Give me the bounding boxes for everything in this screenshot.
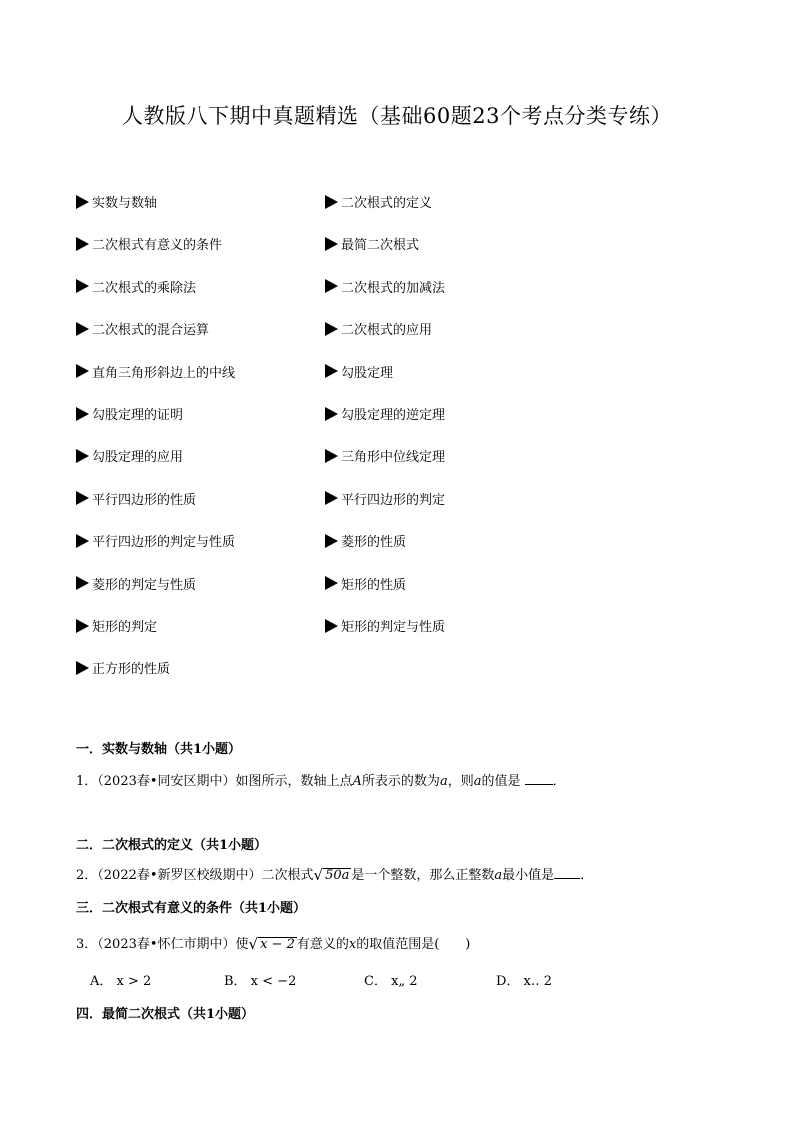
q1-text-end: ． (552, 774, 566, 789)
q2-var-a: a (494, 868, 503, 883)
q3-option-a[interactable]: A． x > 2 (90, 974, 152, 989)
arrow-bullet-icon (76, 237, 89, 251)
arrow-bullet-icon (325, 491, 338, 505)
topic-label: 勾股定理的逆定理 (341, 408, 446, 423)
topic-label: 平行四边形的判定与性质 (92, 535, 236, 551)
arrow-bullet-icon (325, 322, 338, 336)
arrow-bullet-icon (76, 195, 89, 209)
q2-text-suffix: 最小值是 (502, 868, 555, 883)
right-topic-2 (325, 234, 419, 253)
arrow-bullet-icon (76, 364, 89, 378)
q2-text-mid: 是一个整数，那么正整数 (351, 868, 495, 883)
topic-label: 二次根式有意义的条件 (92, 238, 223, 254)
q3-option-c[interactable]: C． x„ 2 (364, 974, 418, 989)
left-topic-4 (76, 319, 209, 338)
q1-answer-blank[interactable] (525, 772, 553, 785)
right-topic-11 (325, 616, 445, 635)
q1-text-mid: 所表示的数为 (361, 774, 440, 789)
q3-text-prefix: 3．（2023春•怀仁市期中）使 (76, 937, 249, 952)
arrow-bullet-icon (76, 279, 89, 293)
topic-label: 菱形的性质 (341, 535, 407, 551)
left-topic-11 (76, 616, 157, 635)
document-title: 人教版八下期中真题精选（基础60题23个考点分类专练） (122, 104, 672, 128)
topic-label: 直角三角形斜边上的中线 (92, 365, 236, 381)
right-topic-6 (325, 404, 445, 423)
arrow-bullet-icon (76, 491, 89, 505)
topic-label: 正方形的性质 (92, 662, 171, 678)
q2-text-end: ． (580, 868, 594, 883)
right-topic-4 (325, 319, 432, 338)
q1-text-prefix: 1．（2023春•同安区期中）如图所示，数轴上点 (76, 774, 353, 789)
arrow-bullet-icon (325, 364, 338, 378)
topic-label: 二次根式的乘除法 (92, 280, 197, 296)
topic-label: 平行四边形的性质 (92, 492, 197, 508)
left-topic-8 (76, 489, 196, 508)
topic-label: 三角形中位线定理 (341, 450, 446, 466)
q2-text-prefix: 2．（2022春•新罗区校级期中）二次根式 (76, 868, 314, 883)
left-topic-7 (76, 446, 183, 465)
question-1 (76, 770, 566, 789)
q1-text-mid2: ，则 (447, 774, 474, 789)
topic-label: 勾股定理 (341, 365, 394, 381)
right-topic-8 (325, 489, 445, 508)
section-heading-2: 二．二次根式的定义（共1小题） (76, 838, 268, 853)
arrow-bullet-icon (76, 322, 89, 336)
left-topic-12 (76, 658, 170, 677)
topic-label: 二次根式的混合运算 (92, 323, 210, 339)
topic-label: 勾股定理的应用 (92, 450, 184, 466)
topic-label: 二次根式的加减法 (341, 280, 446, 296)
arrow-bullet-icon (76, 619, 89, 633)
arrow-bullet-icon (325, 279, 338, 293)
topic-label: 二次根式的应用 (341, 323, 433, 339)
arrow-bullet-icon (76, 661, 89, 675)
q1-point-a: A (352, 774, 362, 789)
topic-label: 菱形的判定与性质 (92, 577, 197, 593)
topic-label: 二次根式的定义 (341, 196, 433, 211)
arrow-bullet-icon (325, 576, 338, 590)
left-topic-1 (76, 192, 157, 211)
right-topic-7 (325, 446, 445, 465)
section-heading-1: 一．实数与数轴（共1小题） (76, 742, 242, 757)
topic-label: 平行四边形的判定 (341, 492, 446, 508)
q2-answer-blank[interactable] (554, 866, 580, 879)
arrow-bullet-icon (325, 534, 338, 548)
left-topic-6 (76, 404, 183, 423)
topic-label: 最简二次根式 (341, 238, 420, 254)
topic-label: 矩形的性质 (341, 577, 407, 593)
section-heading-4: 四．最简二次根式（共1小题） (76, 1007, 255, 1022)
q2-sqrt: √ 50a (313, 866, 350, 885)
q3-sqrt: √ x − 2 (248, 935, 295, 954)
arrow-bullet-icon (325, 449, 338, 463)
right-topic-9 (325, 531, 406, 550)
left-topic-5 (76, 362, 235, 381)
left-topic-9 (76, 531, 235, 550)
left-topic-2 (76, 234, 222, 253)
q2-radicand: 50a (325, 867, 350, 883)
arrow-bullet-icon (325, 407, 338, 421)
q3-radicand: x − 2 (260, 936, 295, 952)
q3-option-d[interactable]: D． x‥ 2 (496, 974, 552, 989)
topic-label: 勾股定理的证明 (92, 408, 184, 423)
q1-text-suffix: 的值是 (481, 774, 521, 789)
arrow-bullet-icon (76, 534, 89, 548)
right-topic-1 (325, 192, 432, 211)
right-topic-10 (325, 574, 406, 593)
right-topic-3 (325, 277, 445, 296)
arrow-bullet-icon (76, 449, 89, 463)
q3-text-mid: 有意义的 (296, 937, 349, 952)
q3-var-x: x (348, 937, 357, 952)
question-3 (76, 933, 470, 952)
topic-label: 实数与数轴 (92, 196, 158, 211)
question-2 (76, 864, 593, 883)
left-topic-10 (76, 574, 196, 593)
arrow-bullet-icon (325, 195, 338, 209)
topic-label: 矩形的判定与性质 (341, 620, 446, 635)
left-topic-3 (76, 277, 196, 296)
q3-text-suffix: 的取值范围是( ) (356, 937, 471, 952)
q3-option-b[interactable]: B． x < −2 (224, 974, 297, 989)
topic-label: 矩形的判定 (92, 620, 158, 635)
arrow-bullet-icon (76, 407, 89, 421)
q1-var-a2: a (473, 774, 482, 789)
q1-var-a: a (439, 774, 448, 789)
arrow-bullet-icon (325, 619, 338, 633)
section-heading-3: 三．二次根式有意义的条件（共1小题） (76, 901, 307, 916)
arrow-bullet-icon (325, 237, 338, 251)
right-topic-5 (325, 362, 393, 381)
arrow-bullet-icon (76, 576, 89, 590)
